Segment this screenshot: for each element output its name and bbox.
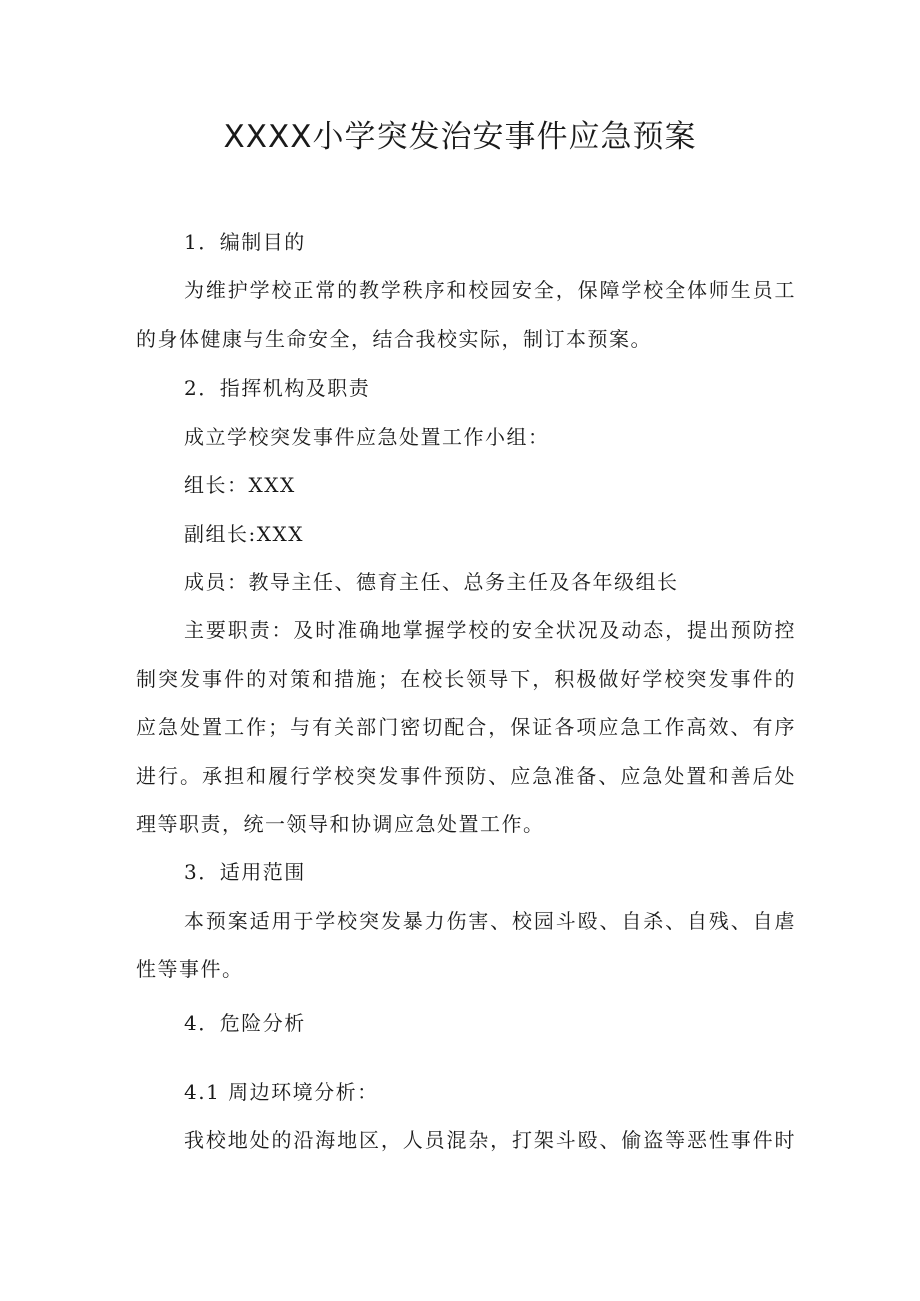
- duties-paragraph-line: 主要职责：及时准确地掌握学校的安全状况及动态，提出预防控: [184, 618, 796, 642]
- group-leader: 组长：XXX: [184, 473, 296, 497]
- section-4-heading: 4．危险分析: [184, 1011, 306, 1035]
- duties-paragraph-line: 进行。承担和履行学校突发事件预防、应急准备、应急处置和善后处: [136, 764, 796, 788]
- section-1-heading: 1．编制目的: [184, 230, 306, 254]
- section-2-intro: 成立学校突发事件应急处置工作小组：: [184, 425, 550, 449]
- group-deputy-leader: 副组长:XXX: [184, 522, 304, 546]
- group-members: 成员：教导主任、德育主任、总务主任及各年级组长: [184, 570, 679, 594]
- section-3-paragraph-line: 本预案适用于学校突发暴力伤害、校园斗殴、自杀、自残、自虐: [184, 909, 796, 933]
- duties-paragraph-line: 理等职责，统一领导和协调应急处置工作。: [136, 812, 545, 836]
- duties-paragraph-line: 制突发事件的对策和措施；在校长领导下，积极做好学校突发事件的: [136, 667, 796, 691]
- section-2-heading: 2．指挥机构及职责: [184, 376, 371, 400]
- document-title: XXXX小学突发治安事件应急预案: [223, 119, 697, 155]
- section-3-heading: 3．适用范围: [184, 860, 306, 884]
- section-4-1-paragraph-line: 我校地处的沿海地区，人员混杂，打架斗殴、偷盗等恶性事件时: [184, 1128, 796, 1152]
- duties-paragraph-line: 应急处置工作；与有关部门密切配合，保证各项应急工作高效、有序: [136, 715, 796, 739]
- section-3-paragraph-line: 性等事件。: [136, 957, 244, 981]
- section-1-paragraph-line: 为维护学校正常的教学秩序和校园安全，保障学校全体师生员工: [184, 278, 796, 302]
- section-4-1-heading: 4.1 周边环境分析：: [184, 1080, 379, 1104]
- section-1-paragraph-line: 的身体健康与生命安全，结合我校实际，制订本预案。: [136, 327, 652, 351]
